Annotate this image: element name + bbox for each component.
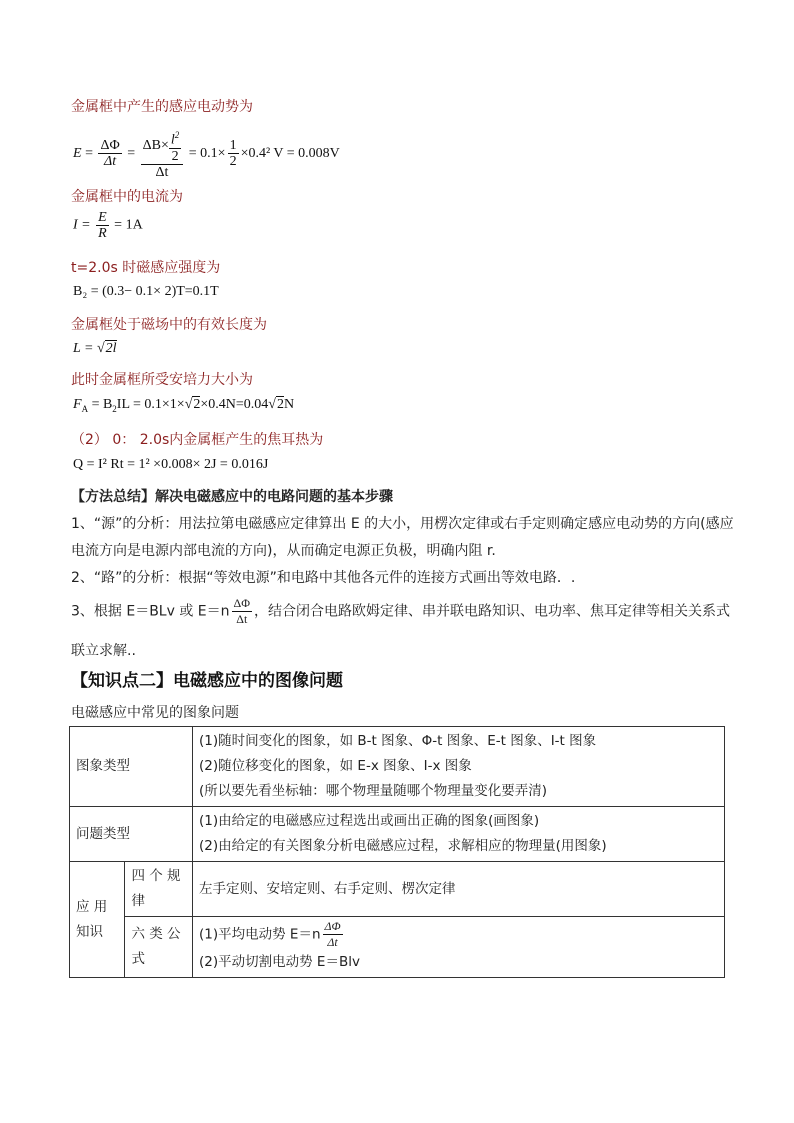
line-emf-intro: 金属框中产生的感应电动势为: [71, 99, 253, 115]
method-step-1b: 电流方向是电源内部电流的方向)，从而确定电源正负极，明确内阻 r.: [71, 543, 496, 559]
knowledge-table: [69, 726, 725, 978]
equation-force: $F_A = B_2IL = 0.1\times 1\times√2\times 0.4N=0.04√2N$: [73, 397, 295, 414]
cell-content: (1)随时间变化的图象，如 B-t 图象、Φ-t 图象、E-t 图象、I-t 图象 (2)随位移变化的图象，如 E-x 图象、I-x 图象 (所以要先看坐标轴：哪个物理量随哪个物理量变化要弄清): [193, 727, 725, 807]
section-subheading: 电磁感应中常见的图象问题: [71, 705, 239, 721]
table-row: [70, 917, 725, 978]
cell-content: (1)由给定的电磁感应过程选出或画出正确的图象(画图象) (2)由给定的有关图象分析电磁感应过程，求解相应的物理量(用图象): [193, 807, 725, 862]
table-row: [70, 862, 725, 917]
cell-sublabel: 四 个 规 律: [125, 862, 193, 917]
equation-heat: Q = I² Rt = 1² ×0.008× 2J = 0.016J: [73, 457, 269, 472]
equation-field: B₂ = (0.3− 0.1× 2)T=0.1T: [73, 284, 219, 299]
method-step-3: 3、根据 E＝BLv 或 E＝n $\frac{\Delta\Phi}{\Delta t}$ ，结合闭合电路欧姆定律、串并联电路知识、电功率、焦耳定律等相关关系式: [71, 596, 731, 626]
line-current-intro: 金属框中的电流为: [71, 189, 183, 205]
line-force-intro: 此时金属框所受安培力大小为: [71, 372, 253, 388]
table-row: [70, 807, 725, 862]
method-step-3c: 联立求解..: [71, 643, 136, 659]
equation-length: L = √2l: [73, 341, 117, 356]
method-step-1a: 1、“源”的分析：用法拉第电磁感应定律算出 E 的大小，用楞次定律或右手定则确定感应电动势的方向(感应: [71, 516, 734, 532]
cell-content: 左手定则、安培定则、右手定则、楞次定律: [193, 862, 725, 917]
cell-label: 图象类型: [70, 727, 193, 807]
equation-current: I = $\frac{E}{R}$ = 1A: [73, 210, 143, 241]
line-length-intro: 金属框处于磁场中的有效长度为: [71, 317, 267, 333]
cell-sublabel: 六 类 公 式: [125, 917, 193, 978]
line-field-intro: t=2.0s 时磁感应强度为: [71, 260, 221, 276]
cell-label: 应 用 知识: [70, 862, 125, 978]
line-heat-intro: （2） 0： 2.0s内金属框产生的焦耳热为: [71, 432, 324, 448]
table-row: [70, 727, 725, 807]
method-summary-title: 【方法总结】解决电磁感应中的电路问题的基本步骤: [71, 489, 393, 505]
cell-label: 问题类型: [70, 807, 193, 862]
section-heading: 【知识点二】电磁感应中的图像问题: [71, 671, 343, 691]
cell-content: (1)平均电动势 E＝n $\frac{\Delta\Phi}{\Delta t}$ (2)平动切割电动势 E＝Blv: [193, 917, 725, 978]
method-step-2: 2、“路”的分析：根据“等效电源”和电路中其他各元件的连接方式画出等效电路．.: [71, 570, 576, 586]
equation-emf: E = $\frac{\Delta\Phi}{\Delta t}$ = ΔB× $\frac{l^2}{2}$ Δt = 0.1× $\frac{1}{2}$ ×0.4² V = 0.008V: [73, 130, 340, 180]
